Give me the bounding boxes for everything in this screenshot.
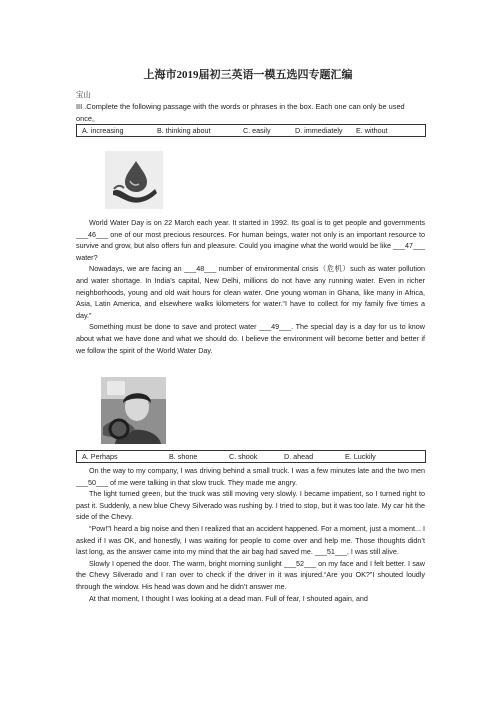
option-c: C. shook <box>229 452 258 461</box>
option-e: E. without <box>356 126 388 135</box>
passage-2-paragraph: Slowly I opened the door. The warm, bright morning sunlight ___52___ on my face and I felt better. I saw the Chevy Silverado and I ran over to check if the driver in it was injured.“Are you OK?”I shouted loudly through the window. His head was down and he didn’t answer me. <box>76 558 425 591</box>
option-b: B. shone <box>169 452 198 461</box>
passage-1-paragraph: Nowadays, we are facing an ___48___ number of environmental crisis（危机）such as water pollution and water shortage. In India’s capital, New Delhi, millions do not have any running water. Even in richer neighborhoods, young and old wait hours for clean water. One young woman in Ghana, like many in Africa, Asia, Latin America, and elsewhere walks kilometers for water.“I have to collect for my family five times a day.” <box>76 264 425 320</box>
author-label: 宝山 <box>76 90 91 99</box>
water-day-logo-image <box>105 151 163 209</box>
option-d: D. ahead <box>284 452 314 461</box>
passage-2-paragraph: The light turned green, but the truck was still moving very slowly. I became impatient, so I turned right to past it. Suddenly, a new blue Chevy Silverado was rushing by. I tried to stop, but it was too late. My car hit the side of the Chevy. <box>76 489 425 522</box>
word-box-2 <box>76 450 426 463</box>
option-a: A. Perhaps <box>82 452 118 461</box>
passage-1-paragraph: Something must be done to save and protect water ___49___. The special day is a day for us to know about what we have done and what we should do. I believe the environment will become better and better if we follow the spirit of the World Water Day. <box>76 322 425 355</box>
passage-2-paragraph: On the way to my company, I was driving behind a small truck. I was a few minutes late and the two men ___50___ of me were talking in that slow truck. They made me angry. <box>76 466 425 487</box>
passage-1 <box>76 217 425 356</box>
option-d: D. immediately <box>295 126 343 135</box>
passage-1-paragraph: World Water Day is on 22 March each year. It started in 1992. Its goal is to get people and governments ___46___ one of our most precious resources. For human beings, water not only is an important resource to survive and grow, but also offers fun and pleasure. Could you imagine what the world would be like ___47___ water? <box>76 218 425 262</box>
document-title: 上海市2019届初三英语一模五选四专题汇编 <box>143 69 353 81</box>
word-box-1 <box>76 124 426 137</box>
instruction-text: III .Complete the following passage with the words or phrases in the box. Each one can only be used once。 <box>76 102 405 123</box>
option-b: B. thinking about <box>157 126 211 135</box>
passage-2 <box>76 465 425 604</box>
option-a: A. increasing <box>82 126 124 135</box>
option-c: C. easily <box>243 126 271 135</box>
passage-2-paragraph: At that moment, I thought I was looking at a dead man. Full of fear, I shouted again, and <box>89 593 368 603</box>
driver-photo-image <box>101 377 166 444</box>
passage-2-paragraph: “Pow!”I heard a big noise and then I realized that an accident happened. For a moment, just a moment... I asked if I was OK, and honestly, I was waiting for people to come over and help me. Those thoughts didn’t last long, as the answer came into my mind that the air bag had saved me. ___51___, I was still alive. <box>76 523 425 557</box>
option-e: E. Luckily <box>345 452 376 461</box>
